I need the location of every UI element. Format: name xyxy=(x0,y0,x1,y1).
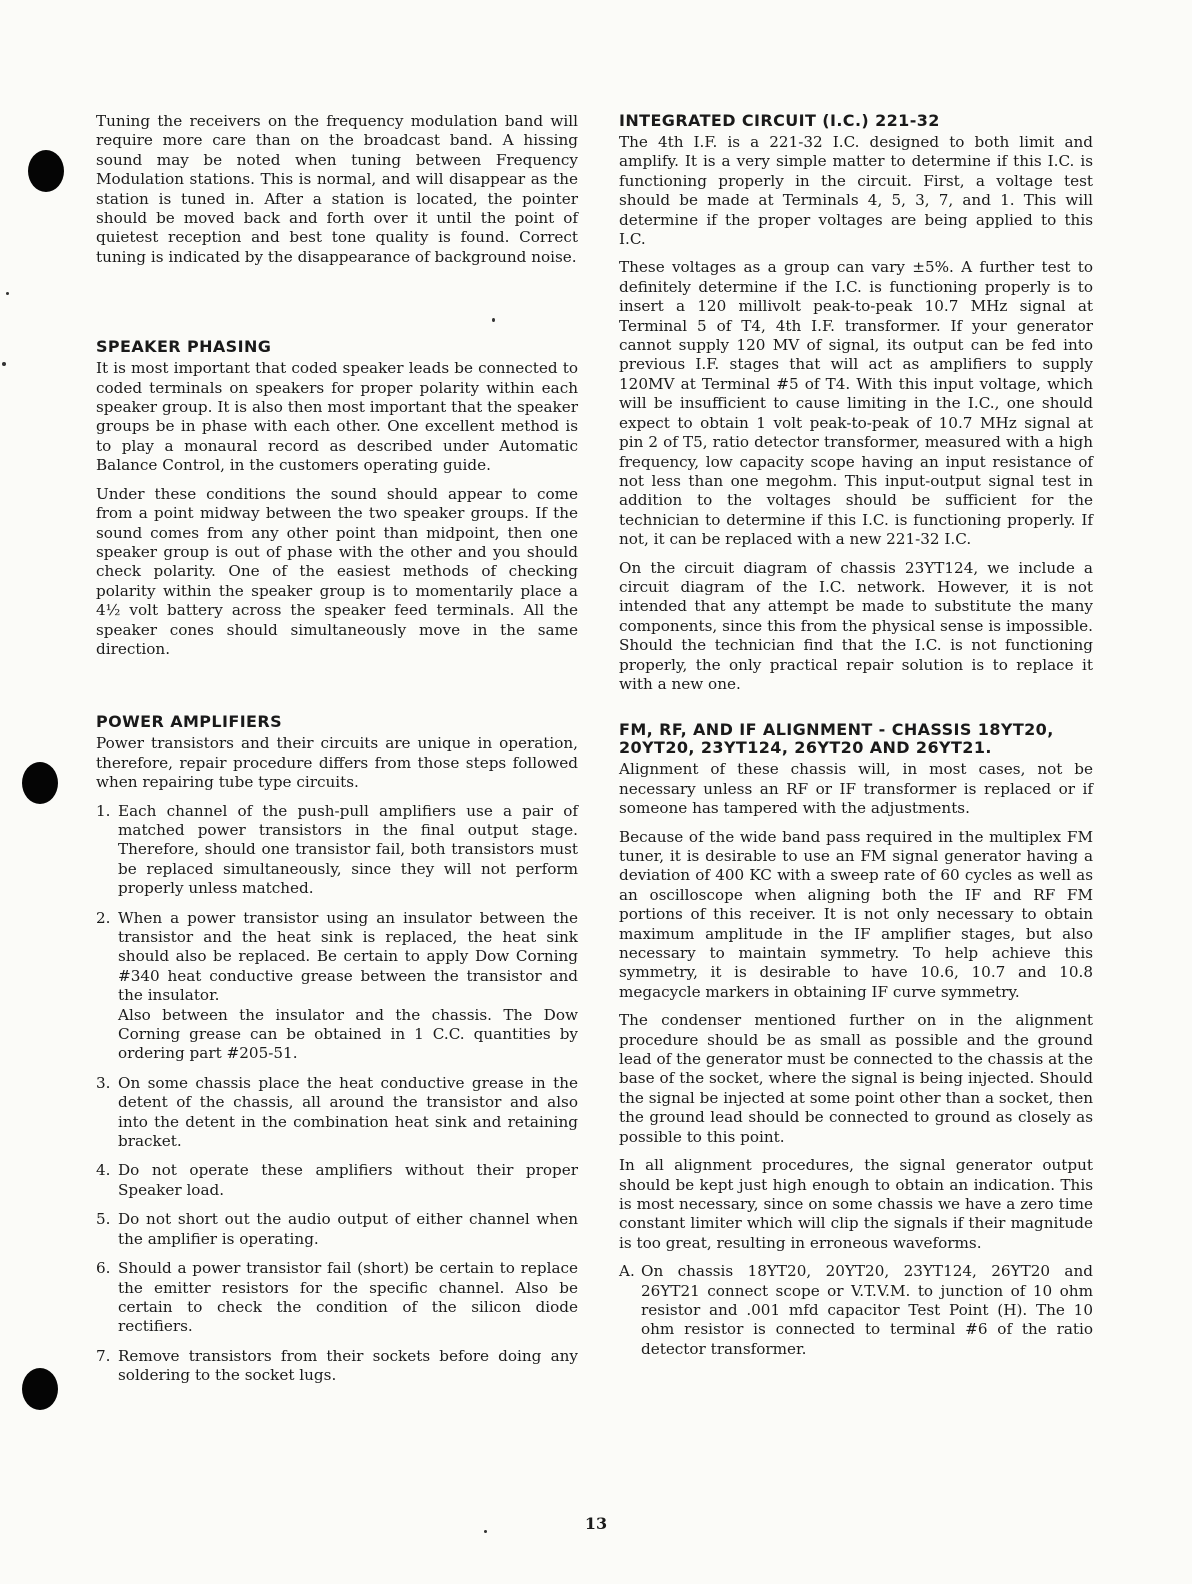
binder-hole-top xyxy=(28,150,64,192)
list-text: Each channel of the push-pull amplifiers use a pair of matched power transistors in the final output stage. Therefore, should one transistor fail, both transistors must be replaced simultaneously, since they will not perform properly unless matched. xyxy=(118,801,578,898)
list-text: Do not operate these amplifiers without their proper Speaker load. xyxy=(118,1161,578,1199)
list-number: 2. xyxy=(96,908,111,927)
list-item xyxy=(619,1262,1093,1359)
alignment-steps xyxy=(619,1262,1093,1359)
integrated-circuit-section xyxy=(619,112,1093,694)
paragraph: The 4th I.F. is a 221-32 I.C. designed to both limit and amplify. It is a very simple matter to determine if this I.C. is functioning properly in the circuit. First, a voltage test should be made at Terminals 4, 5, 3, 7, and 1. This will determine if the proper voltages are being applied to this I.C. xyxy=(619,133,1093,249)
list-text: When a power transistor using an insulator between the transistor and the heat sink is replaced, the heat sink should also be replaced. Be certain to apply Dow Corning #340 heat conductive grease between the transistor and the insulator. xyxy=(118,908,578,1005)
list-text-continued: Also between the insulator and the chassis. The Dow Corning grease can be obtained in 1 C.C. quantities by ordering part #205-51. xyxy=(118,1005,578,1063)
list-item xyxy=(96,1161,578,1200)
paragraph: It is most important that coded speaker leads be connected to coded terminals on speakers for proper polarity within each speaker group. It is also then most important that the speaker groups be in phase with each other. One excellent method is to play a monaural record as described under Automatic Balance Control, in the customers operating guide. xyxy=(96,359,578,475)
speaker-phasing-section xyxy=(96,338,578,659)
paragraph: These voltages as a group can vary ±5%. A further test to definitely determine if the I.C. is functioning properly is to insert a 120 millivolt peak-to-peak 10.7 MHz signal at Terminal 5 of T4, 4th I.F. transformer. If your generator cannot supply 120 MV of signal, its output can be fed into previous I.F. stages that will act as amplifiers to supply 120MV at Terminal #5 of T4. With this input voltage, which will be insufficient to cause limiting in the I.C., one should expect to obtain 1 volt peak-to-peak of 10.7 MHz signal at pin 2 of T5, ratio detector transformer, measured with a high frequency, low capacity scope having an input resistance of not less than one megohm. This input-output signal test in addition to the voltages should be sufficient for the technician to determine if this I.C. is functioning properly. If not, it can be replaced with a new 221-32 I.C. xyxy=(619,258,1093,549)
paragraph: The condenser mentioned further on in the alignment procedure should be as small as possible and the ground lead of the generator must be connected to the chassis at the base of the socket, where the signal is being injected. Should the signal be injected at some point other than a socket, then the ground lead should be connected to ground as closely as possible to this point. xyxy=(619,1011,1093,1146)
alignment-heading: FM, RF, AND IF ALIGNMENT - CHASSIS 18YT20, 20YT20, 23YT124, 26YT20 AND 26YT21. xyxy=(619,720,1054,758)
list-item xyxy=(96,1259,578,1337)
list-number: 5. xyxy=(96,1210,111,1229)
power-amplifier-steps xyxy=(96,802,578,1386)
alignment-section xyxy=(619,721,1093,1359)
speaker-phasing-heading: SPEAKER PHASING xyxy=(96,337,272,357)
paragraph: Under these conditions the sound should appear to come from a point midway between the two speaker groups. If the sound comes from any other point than midpoint, then one speaker group is out of phase with the other and you should check polarity. One of the easiest methods of checking polarity within the speaker group is to momentarily place a 4½ volt battery across the speaker feed terminals. All the speaker cones should simultaneously move in the same direction. xyxy=(96,484,578,658)
paragraph: In all alignment procedures, the signal generator output should be kept just high enough to obtain an indication. This is most necessary, since on some chassis we have a zero time constant limiter which will clip the signals if their magnitude is too great, resulting in erroneous waveforms. xyxy=(619,1156,1093,1252)
list-item xyxy=(96,1347,578,1386)
binder-hole-bottom xyxy=(22,1368,58,1410)
list-number: 1. xyxy=(96,801,111,820)
power-amplifiers-section xyxy=(96,713,578,1385)
page-number: 13 xyxy=(584,1514,608,1533)
binder-hole-middle xyxy=(22,762,58,804)
power-amplifiers-heading: POWER AMPLIFIERS xyxy=(96,712,283,732)
list-text: On some chassis place the heat conductive grease in the detent of the chassis, all around the transistor and also into the detent in the combination heat sink and retaining bracket. xyxy=(118,1073,578,1151)
list-number: 6. xyxy=(96,1259,111,1278)
list-item xyxy=(96,1210,578,1249)
right-column xyxy=(619,112,1093,1369)
integrated-circuit-heading: INTEGRATED CIRCUIT (I.C.) 221-32 xyxy=(619,111,940,130)
list-text: Do not short out the audio output of either channel when the amplifier is operating. xyxy=(118,1210,578,1248)
left-column xyxy=(96,112,578,1396)
paragraph: Because of the wide band pass required in the multiplex FM tuner, it is desirable to use an FM signal generator having a deviation of 400 KC with a sweep rate of 60 cycles as well as an oscilloscope when aligning both the IF and RF FM portions of this receiver. It is not only necessary to obtain maximum amplitude in the IF amplifier stages, but also necessary to maintain symmetry. To help achieve this symmetry, it is desirable to have 10.6, 10.7 and 10.8 megacycle markers in obtaining IF curve symmetry. xyxy=(619,827,1093,1001)
list-item xyxy=(96,1074,578,1152)
list-item xyxy=(96,909,578,1064)
scan-speck xyxy=(6,292,9,295)
list-item xyxy=(96,802,578,899)
list-letter: A. xyxy=(619,1262,635,1281)
tuning-paragraph: Tuning the receivers on the frequency modulation band will require more care than on the broadcast band. A hissing sound may be noted when tuning between Frequency Modulation stations. This is normal, and will disappear as the station is tuned in. After a station is located, the pointer should be moved back and forth over it until the point of quietest reception and best tone quality is found. Correct tuning is indicated by the disappearance of background noise. xyxy=(96,112,578,266)
paragraph: On the circuit diagram of chassis 23YT124, we include a circuit diagram of the I.C. network. However, it is not intended that any attempt be made to substitute the many components, since this from the physical sense is impossible. Should the technician find that the I.C. is not functioning properly, the only practical repair solution is to replace it with a new one. xyxy=(619,558,1093,693)
list-text: Should a power transistor fail (short) be certain to replace the emitter resistors for the specific channel. Also be certain to check the condition of the silicon diode rectifiers. xyxy=(118,1259,578,1336)
list-number: 3. xyxy=(96,1073,111,1092)
list-text: On chassis 18YT20, 20YT20, 23YT124, 26YT20 and 26YT21 connect scope or V.T.V.M. to junction of 10 ohm resistor and .001 mfd capacitor Test Point (H). The 10 ohm resistor is connected to terminal #6 of the ratio detector transformer. xyxy=(641,1262,1093,1358)
list-number: 4. xyxy=(96,1161,111,1180)
list-number: 7. xyxy=(96,1346,111,1365)
list-text: Remove transistors from their sockets before doing any soldering to the socket lugs. xyxy=(118,1346,578,1385)
scan-speck xyxy=(2,362,6,366)
paragraph: Alignment of these chassis will, in most cases, not be necessary unless an RF or IF transformer is replaced or if someone has tampered with the adjustments. xyxy=(619,760,1093,818)
paragraph: Power transistors and their circuits are unique in operation, therefore, repair procedure differs from those steps followed when repairing tube type circuits. xyxy=(96,734,578,792)
